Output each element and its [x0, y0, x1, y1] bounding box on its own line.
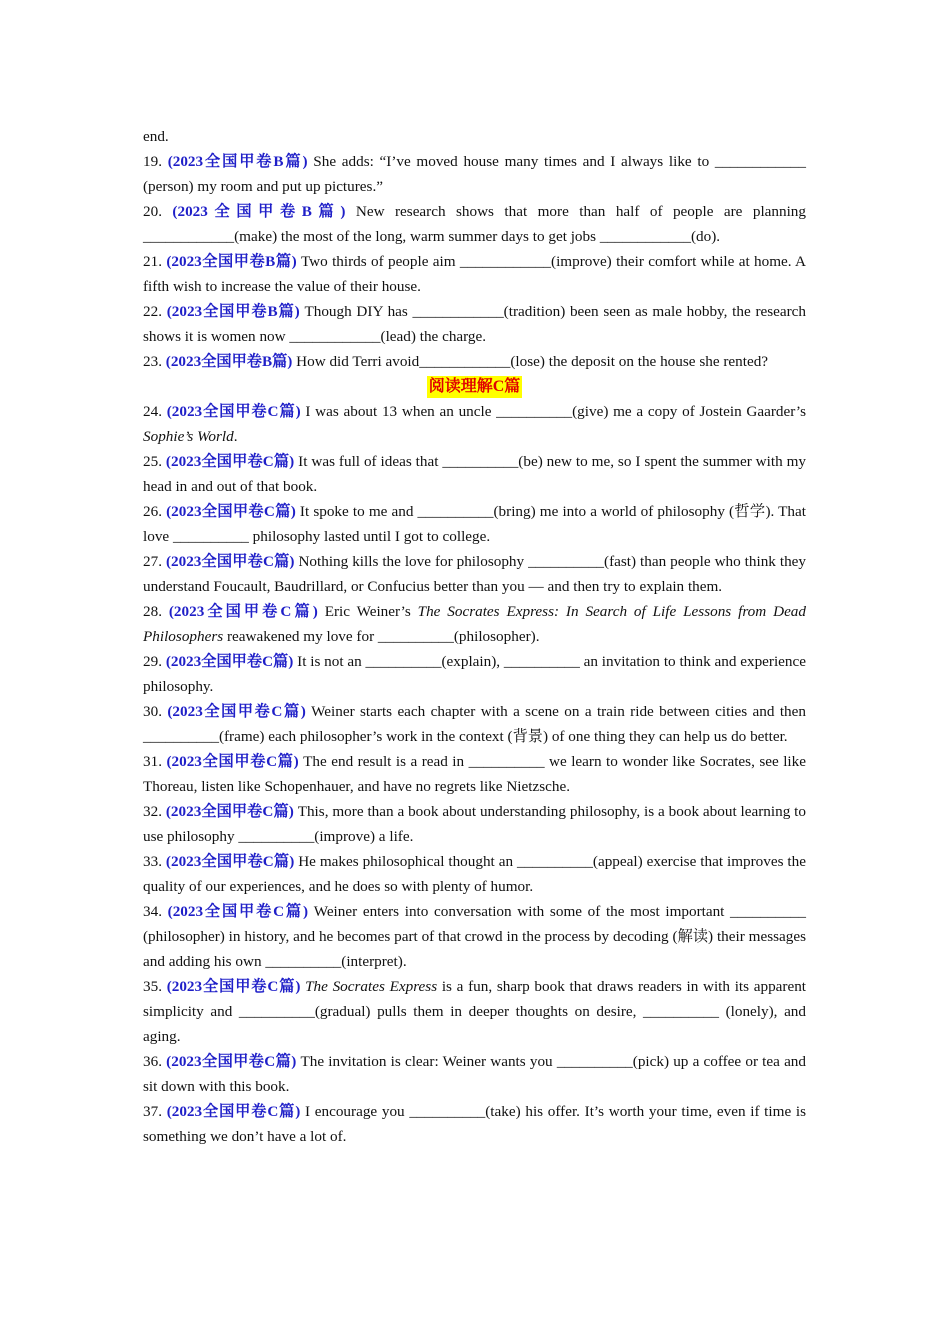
- question-27: 27. (2023全国甲卷C篇) Nothing kills the love for philosophy __________(fast) than people who think they understand Foucault, Baudrillard, or Confucius better than you — and then try to explain them.: [143, 553, 807, 595]
- source-tag: (2023全国甲卷C篇): [167, 903, 309, 920]
- question-23: 23. (2023全国甲卷B篇) How did Terri avoid____________(lose) the deposit on the house she rented?: [143, 353, 769, 370]
- question-29: 29. (2023全国甲卷C篇) It is not an __________(explain), __________ an invitation to think and experience philosophy.: [143, 653, 806, 695]
- source-tag: (2023全国甲卷C篇): [166, 403, 301, 420]
- source-tag: (2023全国甲卷B篇): [165, 353, 293, 370]
- source-tag: (2023全国甲卷C篇): [166, 503, 296, 520]
- question-32: 32. (2023全国甲卷C篇) This, more than a book about understanding philosophy, is a book about learning to use philosophy __________(improve) a life.: [143, 803, 806, 845]
- question-34: 34. (2023全国甲卷C篇) Weiner enters into conversation with some of the most important __________ (philosopher) in history, and he becomes part of that crowd in the process by decoding (解读) their messages and adding his own __________(interpret).: [143, 903, 806, 970]
- source-tag: (2023全国甲卷C篇): [165, 803, 294, 820]
- question-33: 33. (2023全国甲卷C篇) He makes philosophical thought an __________(appeal) exercise that improves the quality of our experiences, and he does so with plenty of humor.: [143, 853, 806, 895]
- source-tag: (2023全国甲卷C篇): [168, 603, 318, 620]
- question-36: 36. (2023全国甲卷C篇) The invitation is clear: Weiner wants you __________(pick) up a coffee or tea and sit down with this book.: [143, 1053, 806, 1095]
- source-tag: (2023全国甲卷C篇): [165, 553, 295, 570]
- source-tag: (2023全国甲卷C篇): [167, 703, 306, 720]
- question-19: 19. (2023全国甲卷B篇) She adds: “I’ve moved house many times and I always like to ____________ (person) my room and put up pictures.”: [143, 153, 806, 195]
- question-30: 30. (2023全国甲卷C篇) Weiner starts each chapter with a scene on a train ride between cities and then __________(frame) each philosopher’s work in the context (背景) of one thing they can help us do better.: [143, 703, 806, 745]
- source-tag: (2023全国甲卷C篇): [166, 1053, 297, 1070]
- source-tag: (2023全国甲卷B篇): [167, 153, 308, 170]
- source-tag: (2023全国甲卷C篇): [165, 653, 294, 670]
- document-page: [143, 124, 806, 1149]
- question-35: 35. (2023全国甲卷C篇) The Socrates Express is a fun, sharp book that draws readers in with its apparent simplicity and __________(gradual) pulls them in deeper thoughts on desire, __________ (lonely), and aging.: [143, 978, 807, 1045]
- source-tag: (2023全国甲卷B篇): [172, 203, 346, 220]
- source-tag: (2023全国甲卷C篇): [165, 853, 295, 870]
- question-28: 28. (2023全国甲卷C篇) Eric Weiner’s The Socrates Express: In Search of Life Lessons from Dead Philosophers reawakened my love for __________(philosopher).: [143, 603, 806, 645]
- source-tag: (2023全国甲卷C篇): [165, 453, 295, 470]
- question-31: 31. (2023全国甲卷C篇) The end result is a read in __________ we learn to wonder like Socrates, see like Thoreau, listen like Schopenhauer, and have no regrets like Nietzsche.: [143, 753, 806, 795]
- source-tag: (2023全国甲卷C篇): [166, 753, 299, 770]
- source-tag: (2023全国甲卷B篇): [166, 303, 300, 320]
- question-22: 22. (2023全国甲卷B篇) Though DIY has ____________(tradition) been seen as male hobby, the research shows it is women now ____________(lead) the charge.: [143, 303, 807, 345]
- question-20: 20. (2023全国甲卷B篇) New research shows that more than half of people are planning ____________(make) the most of the long, warm summer days to get jobs ____________(do).: [143, 203, 806, 245]
- book-title: The Socrates Express: [305, 978, 438, 995]
- question-25: 25. (2023全国甲卷C篇) It was full of ideas that __________(be) new to me, so I spent the summer with my head in and out of that book.: [143, 453, 807, 495]
- question-24: 24. (2023全国甲卷C篇) I was about 13 when an uncle __________(give) me a copy of Jostein Gaarder’s Sophie’s World.: [143, 403, 806, 445]
- source-tag: (2023全国甲卷B篇): [166, 253, 297, 270]
- section-heading: 阅读理解C篇: [427, 376, 523, 398]
- question-21: 21. (2023全国甲卷B篇) Two thirds of people aim ____________(improve) their comfort while at home. A fifth wish to increase the value of their house.: [143, 253, 807, 295]
- source-tag: (2023全国甲卷C篇): [166, 978, 301, 995]
- top-line: end.: [143, 128, 169, 145]
- question-37: 37. (2023全国甲卷C篇) I encourage you __________(take) his offer. It’s worth your time, even if time is something we don’t have a lot of.: [143, 1103, 806, 1145]
- source-tag: (2023全国甲卷C篇): [166, 1103, 301, 1120]
- book-title: The Socrates Express: In Search of Life Lessons from Dead Philosophers: [143, 603, 806, 645]
- book-title: Sophie’s World: [143, 428, 234, 445]
- question-26: 26. (2023全国甲卷C篇) It spoke to me and __________(bring) me into a world of philosophy (哲学). That love __________ philosophy lasted until I got to college.: [143, 503, 806, 545]
